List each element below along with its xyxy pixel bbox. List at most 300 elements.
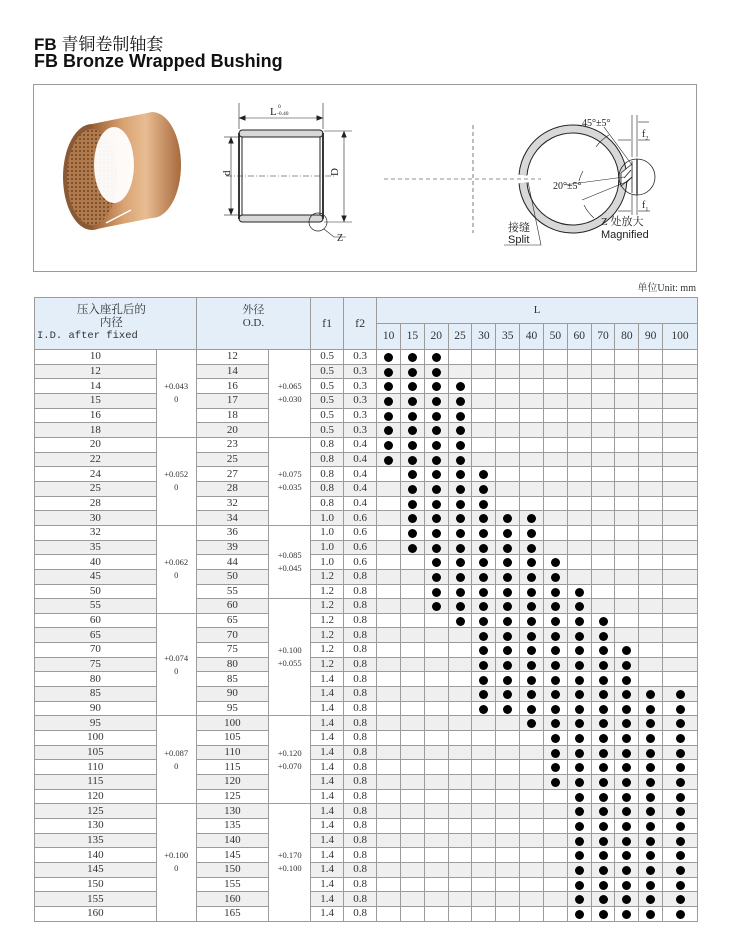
available-dot-icon <box>527 676 536 685</box>
id-tol-upper: +0.087 <box>164 747 189 758</box>
length-availability-cell <box>591 437 615 452</box>
f2-cell: 0.8 <box>344 745 377 760</box>
available-dot-icon <box>432 441 441 450</box>
length-availability-cell <box>615 452 639 467</box>
length-availability-cell <box>543 672 567 687</box>
length-availability-cell <box>520 569 544 584</box>
inner-diameter-cell: 14 <box>35 379 157 394</box>
available-dot-icon <box>676 895 685 904</box>
length-availability-cell <box>663 789 698 804</box>
length-availability-cell <box>591 350 615 365</box>
f1-cell: 1.4 <box>311 892 344 907</box>
length-availability-cell <box>448 657 472 672</box>
available-dot-icon <box>456 573 465 582</box>
available-dot-icon <box>622 895 631 904</box>
table-row <box>35 584 698 599</box>
length-availability-cell <box>472 657 496 672</box>
od-tol-lower: +0.045 <box>277 563 302 574</box>
length-availability-cell <box>591 379 615 394</box>
available-dot-icon <box>432 573 441 582</box>
available-dot-icon <box>676 734 685 743</box>
length-availability-cell <box>615 584 639 599</box>
length-availability-cell <box>591 628 615 643</box>
length-availability-cell <box>591 599 615 614</box>
length-availability-cell <box>448 643 472 658</box>
length-availability-cell <box>615 364 639 379</box>
length-availability-cell <box>448 467 472 482</box>
f1-cell: 1.2 <box>311 643 344 658</box>
length-availability-cell <box>496 481 520 496</box>
length-availability-cell <box>496 379 520 394</box>
length-availability-cell <box>424 833 448 848</box>
available-dot-icon <box>599 617 608 626</box>
length-availability-cell <box>591 467 615 482</box>
length-availability-cell <box>448 760 472 775</box>
length-availability-cell <box>567 672 591 687</box>
inner-diameter-cell: 35 <box>35 540 157 555</box>
length-availability-cell <box>639 452 663 467</box>
length-availability-cell <box>400 569 424 584</box>
outer-diameter-cell: 60 <box>196 599 268 614</box>
length-availability-cell <box>520 760 544 775</box>
available-dot-icon <box>479 690 488 699</box>
length-availability-cell <box>639 350 663 365</box>
available-dot-icon <box>646 822 655 831</box>
length-availability-cell <box>377 599 401 614</box>
available-dot-icon <box>384 412 393 421</box>
f2-cell: 0.6 <box>344 555 377 570</box>
length-availability-cell <box>448 819 472 834</box>
split-label-en: Split <box>508 234 530 246</box>
length-availability-cell <box>496 613 520 628</box>
length-availability-cell <box>400 599 424 614</box>
length-availability-cell <box>496 657 520 672</box>
page-title-en: FB Bronze Wrapped Bushing <box>34 51 283 71</box>
length-availability-cell <box>543 437 567 452</box>
length-availability-cell <box>520 877 544 892</box>
table-row <box>35 775 698 790</box>
length-availability-cell <box>400 540 424 555</box>
available-dot-icon <box>575 719 584 728</box>
length-availability-cell <box>496 848 520 863</box>
f2-cell: 0.8 <box>344 789 377 804</box>
inner-diameter-cell: 160 <box>35 906 157 921</box>
outer-diameter-cell: 14 <box>196 364 268 379</box>
length-availability-cell <box>543 540 567 555</box>
available-dot-icon <box>551 763 560 772</box>
length-availability-cell <box>520 393 544 408</box>
length-availability-cell <box>543 613 567 628</box>
length-availability-cell <box>591 731 615 746</box>
length-availability-cell <box>424 745 448 760</box>
length-availability-cell <box>496 672 520 687</box>
available-dot-icon <box>575 910 584 919</box>
inner-diameter-cell: 60 <box>35 613 157 628</box>
length-availability-cell <box>615 862 639 877</box>
available-dot-icon <box>575 690 584 699</box>
length-availability-cell <box>448 672 472 687</box>
f1-cell: 1.4 <box>311 789 344 804</box>
length-availability-cell <box>567 819 591 834</box>
inner-diameter-cell: 50 <box>35 584 157 599</box>
length-availability-cell <box>424 731 448 746</box>
length-availability-cell <box>520 833 544 848</box>
f1-cell: 0.5 <box>311 350 344 365</box>
available-dot-icon <box>575 676 584 685</box>
length-availability-cell <box>663 555 698 570</box>
available-dot-icon <box>622 719 631 728</box>
f1-cell: 0.5 <box>311 379 344 394</box>
length-availability-cell <box>520 819 544 834</box>
length-availability-cell <box>567 452 591 467</box>
od-tolerance-cell <box>269 350 311 438</box>
length-availability-cell <box>400 672 424 687</box>
available-dot-icon <box>622 646 631 655</box>
available-dot-icon <box>599 910 608 919</box>
length-availability-cell <box>400 775 424 790</box>
length-availability-cell <box>377 760 401 775</box>
length-availability-cell <box>424 775 448 790</box>
available-dot-icon <box>432 529 441 538</box>
available-dot-icon <box>527 588 536 597</box>
length-availability-cell <box>663 452 698 467</box>
length-availability-cell <box>663 511 698 526</box>
length-availability-cell <box>472 540 496 555</box>
length-availability-cell <box>615 760 639 775</box>
length-availability-cell <box>377 408 401 423</box>
length-availability-cell <box>663 408 698 423</box>
length-availability-cell <box>520 643 544 658</box>
length-availability-cell <box>472 364 496 379</box>
length-availability-cell <box>639 511 663 526</box>
length-availability-cell <box>591 716 615 731</box>
length-availability-cell <box>377 892 401 907</box>
length-availability-cell <box>520 408 544 423</box>
length-availability-cell <box>591 833 615 848</box>
table-row <box>35 393 698 408</box>
length-availability-cell <box>520 599 544 614</box>
length-availability-cell <box>472 804 496 819</box>
length-availability-cell <box>567 379 591 394</box>
table-row <box>35 379 698 394</box>
f2-cell: 0.8 <box>344 804 377 819</box>
f2-cell: 0.3 <box>344 423 377 438</box>
length-availability-cell <box>424 892 448 907</box>
available-dot-icon <box>646 690 655 699</box>
length-availability-cell <box>377 467 401 482</box>
length-availability-cell <box>400 862 424 877</box>
available-dot-icon <box>575 646 584 655</box>
f2-cell: 0.8 <box>344 833 377 848</box>
length-availability-cell <box>496 364 520 379</box>
length-availability-cell <box>472 701 496 716</box>
length-availability-cell <box>663 437 698 452</box>
length-availability-cell <box>448 584 472 599</box>
od-tol-upper: +0.065 <box>277 381 302 392</box>
inner-diameter-cell: 18 <box>35 423 157 438</box>
f2-cell: 0.4 <box>344 481 377 496</box>
length-availability-cell <box>424 496 448 511</box>
length-availability-cell <box>448 833 472 848</box>
length-availability-cell <box>520 496 544 511</box>
outer-diameter-cell: 44 <box>196 555 268 570</box>
inner-diameter-cell: 15 <box>35 393 157 408</box>
available-dot-icon <box>622 661 631 670</box>
f1-cell: 1.4 <box>311 775 344 790</box>
table-row <box>35 496 698 511</box>
length-availability-cell <box>615 775 639 790</box>
available-dot-icon <box>479 470 488 479</box>
length-availability-cell <box>663 672 698 687</box>
length-availability-cell <box>639 892 663 907</box>
length-availability-cell <box>496 511 520 526</box>
available-dot-icon <box>527 544 536 553</box>
f1-cell: 1.2 <box>311 599 344 614</box>
inner-diameter-cell: 40 <box>35 555 157 570</box>
length-availability-cell <box>377 350 401 365</box>
length-availability-cell <box>591 496 615 511</box>
available-dot-icon <box>646 705 655 714</box>
f1-cell: 1.0 <box>311 555 344 570</box>
outer-diameter-cell: 25 <box>196 452 268 467</box>
length-availability-cell <box>639 628 663 643</box>
length-availability-cell <box>377 657 401 672</box>
length-availability-cell <box>520 731 544 746</box>
available-dot-icon <box>622 734 631 743</box>
length-availability-cell <box>472 584 496 599</box>
length-availability-cell <box>520 716 544 731</box>
header-f2: f2 <box>344 298 377 350</box>
f1-cell: 1.0 <box>311 540 344 555</box>
length-availability-cell <box>377 379 401 394</box>
f2-cell: 0.8 <box>344 701 377 716</box>
available-dot-icon <box>432 514 441 523</box>
f2-cell: 0.8 <box>344 775 377 790</box>
available-dot-icon <box>676 690 685 699</box>
table-row <box>35 628 698 643</box>
length-availability-cell <box>567 657 591 672</box>
length-availability-cell <box>639 657 663 672</box>
available-dot-icon <box>384 441 393 450</box>
available-dot-icon <box>599 866 608 875</box>
od-tol-lower: +0.070 <box>277 760 302 771</box>
length-availability-cell <box>400 408 424 423</box>
length-availability-cell <box>472 892 496 907</box>
available-dot-icon <box>384 353 393 362</box>
length-availability-cell <box>591 687 615 702</box>
length-availability-cell <box>639 393 663 408</box>
length-availability-cell <box>496 393 520 408</box>
id-tolerance-cell <box>156 437 196 525</box>
od-tol-lower: +0.030 <box>277 394 302 405</box>
outer-diameter-cell: 125 <box>196 789 268 804</box>
length-availability-cell <box>663 599 698 614</box>
available-dot-icon <box>503 690 512 699</box>
length-availability-cell <box>472 423 496 438</box>
length-availability-cell <box>472 862 496 877</box>
length-tol-upper: 0 <box>278 104 281 110</box>
length-availability-cell <box>472 745 496 760</box>
length-availability-cell <box>472 628 496 643</box>
available-dot-icon <box>646 837 655 846</box>
length-availability-cell <box>496 555 520 570</box>
length-availability-cell <box>520 862 544 877</box>
length-availability-cell <box>424 862 448 877</box>
length-availability-cell <box>472 408 496 423</box>
length-availability-cell <box>543 350 567 365</box>
length-availability-cell <box>377 862 401 877</box>
id-tol-lower: 0 <box>174 570 179 581</box>
available-dot-icon <box>551 602 560 611</box>
bushing-size-table <box>34 297 698 922</box>
inner-diameter-cell: 16 <box>35 408 157 423</box>
outer-diameter-cell: 12 <box>196 350 268 365</box>
magnified-caption-cn: Z 处放大 <box>601 216 644 228</box>
length-availability-cell <box>567 481 591 496</box>
length-availability-cell <box>615 628 639 643</box>
length-availability-cell <box>448 906 472 921</box>
length-availability-cell <box>424 379 448 394</box>
length-availability-cell <box>377 423 401 438</box>
f2-cell: 0.8 <box>344 892 377 907</box>
length-availability-cell <box>567 628 591 643</box>
length-availability-cell <box>543 379 567 394</box>
length-availability-cell <box>496 819 520 834</box>
f1-cell: 1.4 <box>311 906 344 921</box>
available-dot-icon <box>599 895 608 904</box>
available-dot-icon <box>646 719 655 728</box>
length-availability-cell <box>377 569 401 584</box>
length-availability-cell <box>615 657 639 672</box>
length-availability-cell <box>567 599 591 614</box>
id-tol-lower: 0 <box>174 760 179 771</box>
length-availability-cell <box>639 437 663 452</box>
length-availability-cell <box>615 613 639 628</box>
length-availability-cell <box>520 379 544 394</box>
available-dot-icon <box>408 353 417 362</box>
outer-diameter-cell: 160 <box>196 892 268 907</box>
available-dot-icon <box>408 514 417 523</box>
length-availability-cell <box>615 701 639 716</box>
length-availability-cell <box>496 877 520 892</box>
length-availability-cell <box>448 804 472 819</box>
available-dot-icon <box>432 544 441 553</box>
header-length-group: L <box>377 298 698 324</box>
length-availability-cell <box>424 511 448 526</box>
available-dot-icon <box>456 544 465 553</box>
length-availability-cell <box>543 569 567 584</box>
f2-cell: 0.8 <box>344 906 377 921</box>
f2-cell: 0.3 <box>344 379 377 394</box>
available-dot-icon <box>456 397 465 406</box>
length-availability-cell <box>496 731 520 746</box>
length-availability-cell <box>639 745 663 760</box>
length-availability-cell <box>567 862 591 877</box>
angle-top-label: 45°±5° <box>582 118 611 129</box>
available-dot-icon <box>551 588 560 597</box>
available-dot-icon <box>456 514 465 523</box>
available-dot-icon <box>456 382 465 391</box>
table-row <box>35 569 698 584</box>
id-tolerance-cell <box>156 716 196 804</box>
f1-cell: 1.4 <box>311 716 344 731</box>
length-availability-cell <box>591 584 615 599</box>
available-dot-icon <box>527 646 536 655</box>
length-availability-cell <box>591 760 615 775</box>
length-availability-cell <box>615 437 639 452</box>
header-length-35: 35 <box>496 324 520 350</box>
length-availability-cell <box>663 657 698 672</box>
f2-cell: 0.8 <box>344 731 377 746</box>
length-availability-cell <box>520 555 544 570</box>
f1-cell: 1.0 <box>311 525 344 540</box>
available-dot-icon <box>676 749 685 758</box>
length-availability-cell <box>400 525 424 540</box>
length-availability-cell <box>472 906 496 921</box>
length-availability-cell <box>448 789 472 804</box>
table-row <box>35 408 698 423</box>
length-availability-cell <box>663 731 698 746</box>
f1-cell: 1.2 <box>311 613 344 628</box>
length-availability-cell <box>639 731 663 746</box>
length-availability-cell <box>567 687 591 702</box>
length-availability-cell <box>615 819 639 834</box>
available-dot-icon <box>599 881 608 890</box>
length-availability-cell <box>448 892 472 907</box>
f1-label: $f_1$ <box>642 200 649 213</box>
length-availability-cell <box>663 643 698 658</box>
length-availability-cell <box>543 452 567 467</box>
length-availability-cell <box>400 628 424 643</box>
length-availability-cell <box>496 350 520 365</box>
outer-diameter-cell: 140 <box>196 833 268 848</box>
magnified-caption-en: Magnified <box>601 229 649 241</box>
id-tol-upper: +0.074 <box>164 652 189 663</box>
outer-diameter-cell: 36 <box>196 525 268 540</box>
length-availability-cell <box>639 643 663 658</box>
available-dot-icon <box>527 529 536 538</box>
inner-diameter-cell: 110 <box>35 760 157 775</box>
f1-cell: 1.4 <box>311 848 344 863</box>
available-dot-icon <box>575 661 584 670</box>
length-availability-cell <box>615 511 639 526</box>
length-availability-cell <box>424 877 448 892</box>
length-availability-cell <box>591 423 615 438</box>
header-length-100: 100 <box>663 324 698 350</box>
available-dot-icon <box>551 558 560 567</box>
length-availability-cell <box>567 848 591 863</box>
available-dot-icon <box>527 690 536 699</box>
f2-cell: 0.6 <box>344 525 377 540</box>
available-dot-icon <box>432 426 441 435</box>
available-dot-icon <box>676 778 685 787</box>
available-dot-icon <box>622 851 631 860</box>
inner-diameter-cell: 150 <box>35 877 157 892</box>
inner-diameter-cell: 12 <box>35 364 157 379</box>
available-dot-icon <box>599 763 608 772</box>
length-tol-lower: -0.40 <box>277 111 289 117</box>
length-availability-cell <box>448 569 472 584</box>
length-availability-cell <box>615 569 639 584</box>
product-code: FB <box>34 35 57 54</box>
f1-cell: 0.5 <box>311 393 344 408</box>
length-availability-cell <box>496 599 520 614</box>
id-tolerance-cell <box>156 525 196 613</box>
ring-drawing <box>384 125 623 245</box>
header-length-80: 80 <box>615 324 639 350</box>
available-dot-icon <box>503 588 512 597</box>
available-dot-icon <box>646 807 655 816</box>
